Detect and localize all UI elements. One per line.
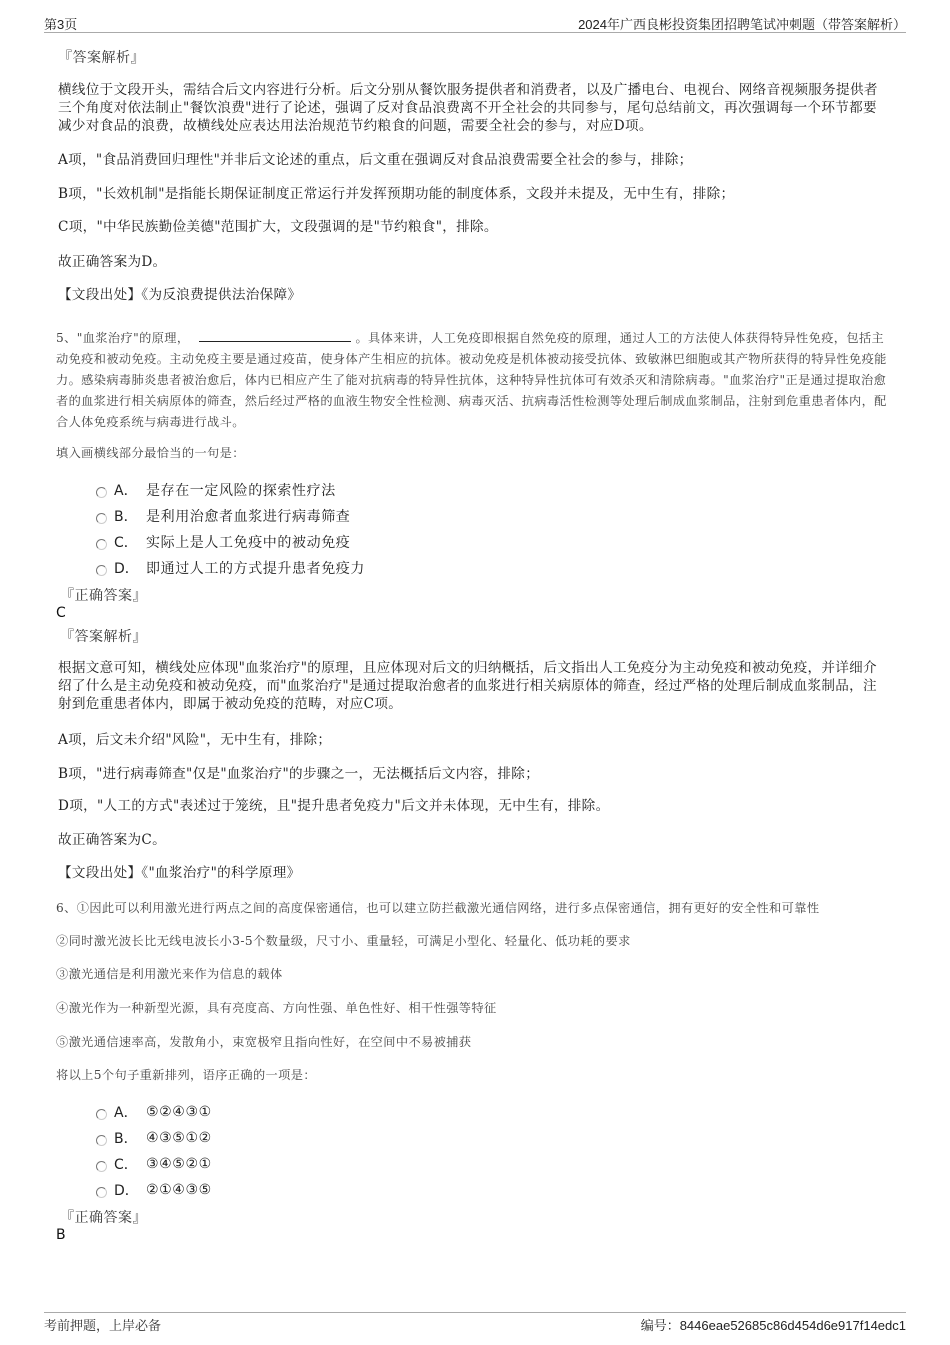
option-letter: A． xyxy=(114,483,138,499)
option-letter: A． xyxy=(114,1105,138,1121)
radio-icon[interactable] xyxy=(96,487,107,498)
option-text: 即通过人工的方式提升患者免疫力 xyxy=(146,561,365,577)
footer-slogan: 考前押题，上岸必备 xyxy=(44,1318,162,1333)
correct-answer-value: C xyxy=(56,605,66,621)
option-letter: D． xyxy=(114,1183,139,1199)
analysis-label: 『答案解析』 xyxy=(60,629,147,645)
page-header xyxy=(44,12,906,33)
option-text: 实际上是人工免疫中的被动免疫 xyxy=(146,535,351,551)
question-6-sentence-5: ⑤激光通信速率高，发散角小，束宽极窄且指向性好，在空间中不易被捕获 xyxy=(56,1035,472,1049)
option-text: 是存在一定风险的探索性疗法 xyxy=(146,483,336,499)
analysis-item-a: A项，后文未介绍"风险"，无中生有，排除； xyxy=(58,732,332,748)
option-letter: B． xyxy=(114,1131,138,1147)
q5-option-c[interactable] xyxy=(96,531,350,553)
radio-icon[interactable] xyxy=(96,565,107,576)
page-footer xyxy=(44,1312,906,1332)
question-6-sentence-1: 6、①因此可以利用激光进行两点之间的高度保密通信，也可以建立防拦截激光通信网络，进行多点保密通信，拥有更好的安全性和可靠性 xyxy=(56,901,820,915)
correct-answer-value: B xyxy=(56,1227,66,1243)
question-5-prompt: 填入画横线部分最恰当的一句是： xyxy=(56,446,245,460)
question-5-stem-prefix: 5、"血浆治疗"的原理， xyxy=(56,331,190,345)
correct-answer-label: 『正确答案』 xyxy=(60,1210,147,1226)
radio-icon[interactable] xyxy=(96,1187,107,1198)
answer-blank xyxy=(199,328,351,342)
analysis-item-d: D项，"人工的方式"表述过于笼统，且"提升患者免疫力"后文并未体现，无中生有，排除。 xyxy=(58,798,610,814)
q6-option-d[interactable] xyxy=(96,1179,212,1201)
option-letter: D． xyxy=(114,561,139,577)
analysis-label: 『答案解析』 xyxy=(58,50,145,66)
question-6-prompt: 将以上5个句子重新排列，语序正确的一项是： xyxy=(56,1068,316,1082)
document-code: 编号：8446eae52685c86d454d6e917f14edc1 xyxy=(640,1318,906,1333)
analysis-item-b: B项，"长效机制"是指能长期保证制度正常运行并发挥预期功能的制度体系，文段并未提及，无中生有，排除； xyxy=(58,186,735,202)
document-title: 2024年广西良彬投资集团招聘笔试冲刺题（带答案解析） xyxy=(578,17,906,32)
analysis-item-c: C项，"中华民族勤俭美德"范围扩大，文段强调的是"节约粮食"，排除。 xyxy=(58,219,498,235)
radio-icon[interactable] xyxy=(96,539,107,550)
option-text: ②①④③⑤ xyxy=(146,1182,212,1198)
option-letter: B． xyxy=(114,509,138,525)
question-6-sentence-3: ③激光通信是利用激光来作为信息的载体 xyxy=(56,967,283,981)
radio-icon[interactable] xyxy=(96,1161,107,1172)
q6-option-a[interactable] xyxy=(96,1101,212,1123)
source-citation: 【文段出处】《"血浆治疗"的科学原理》 xyxy=(58,865,301,881)
analysis-item-b: B项，"进行病毒筛查"仅是"血浆治疗"的步骤之一，无法概括后文内容，排除； xyxy=(58,766,540,782)
q5-option-d[interactable] xyxy=(96,557,365,579)
option-letter: C． xyxy=(114,1157,138,1173)
analysis-text: 横线位于文段开头，需结合后文内容进行分析。后文分别从餐饮服务提供者和消费者，以及广播电台、电视台、网络音视频服务提供者三个角度对依法制止"餐饮浪费"进行了论述，强调了反对食品浪费离不开全社会的共同参与，尾句总结前文，再次强调每一个环节都要减少对食品的浪费，故横线处应表达用法治规范节约粮食的问题，需要全社会的参与，对应D项。 xyxy=(58,82,878,134)
option-text: ③④⑤②① xyxy=(146,1156,212,1172)
analysis-text: 根据文意可知，横线处应体现"血浆治疗"的原理，且应体现对后文的归纳概括，后文指出人工免疫分为主动免疫和被动免疫，并详细介绍了什么是主动免疫和被动免疫，而"血浆治疗"是通过提取治愈者的血浆进行相关病原体的筛查，经过严格的处理后制成血浆制品，注射到危重患者体内，即属于被动免疫的范畴，对应C项。 xyxy=(58,660,877,712)
question-6-sentence-2: ②同时激光波长比无线电波长小3-5个数量级，尺寸小、重量轻，可满足小型化、轻量化、低功耗的要求 xyxy=(56,934,631,948)
conclusion: 故正确答案为C。 xyxy=(58,832,166,848)
source-citation: 【文段出处】《为反浪费提供法治保障》 xyxy=(58,287,302,303)
question-6-sentence-4: ④激光作为一种新型光源，具有亮度高、方向性强、单色性好、相干性强等特征 xyxy=(56,1001,497,1015)
question-5-stem-body: 。具体来讲，人工免疫即根据自然免疫的原理，通过人工的方法使人体获得特异性免疫，包括主动免疫和被动免疫。主动免疫主要是通过疫苗，使身体产生相应的抗体。被动免疫是机体被动接受抗体、致敏淋巴细胞或其产物所获得的特异性免疫能力。感染病毒肺炎患者被治愈后，体内已相应产生了能对抗病毒的特异性抗体，这种特异性抗体可有效杀灭和清除病毒。"血浆治疗"正是通过提取治愈者的血浆进行相关病原体的筛查，然后经过严格的血液生物安全性检测、病毒灭活、抗病毒活性检测等处理后制成血浆制品，注射到危重患者体内，配合人体免疫系统与病毒进行战斗。 xyxy=(56,331,887,429)
correct-answer-label: 『正确答案』 xyxy=(60,588,147,604)
conclusion: 故正确答案为D。 xyxy=(58,254,167,270)
analysis-item-a: A项，"食品消费回归理性"并非后文论述的重点，后文重在强调反对食品浪费需要全社会的参与，排除； xyxy=(58,152,693,168)
option-letter: C． xyxy=(114,535,138,551)
option-text: ⑤②④③① xyxy=(146,1104,212,1120)
q6-option-b[interactable] xyxy=(96,1127,212,1149)
page-number: 第3页 xyxy=(44,17,78,32)
q5-option-b[interactable] xyxy=(96,505,350,527)
radio-icon[interactable] xyxy=(96,1135,107,1146)
option-text: 是利用治愈者血浆进行病毒筛查 xyxy=(146,509,351,525)
radio-icon[interactable] xyxy=(96,1109,107,1120)
q6-option-c[interactable] xyxy=(96,1153,212,1175)
q5-option-a[interactable] xyxy=(96,479,336,501)
question-5-stem xyxy=(56,328,896,433)
radio-icon[interactable] xyxy=(96,513,107,524)
option-text: ④③⑤①② xyxy=(146,1130,212,1146)
